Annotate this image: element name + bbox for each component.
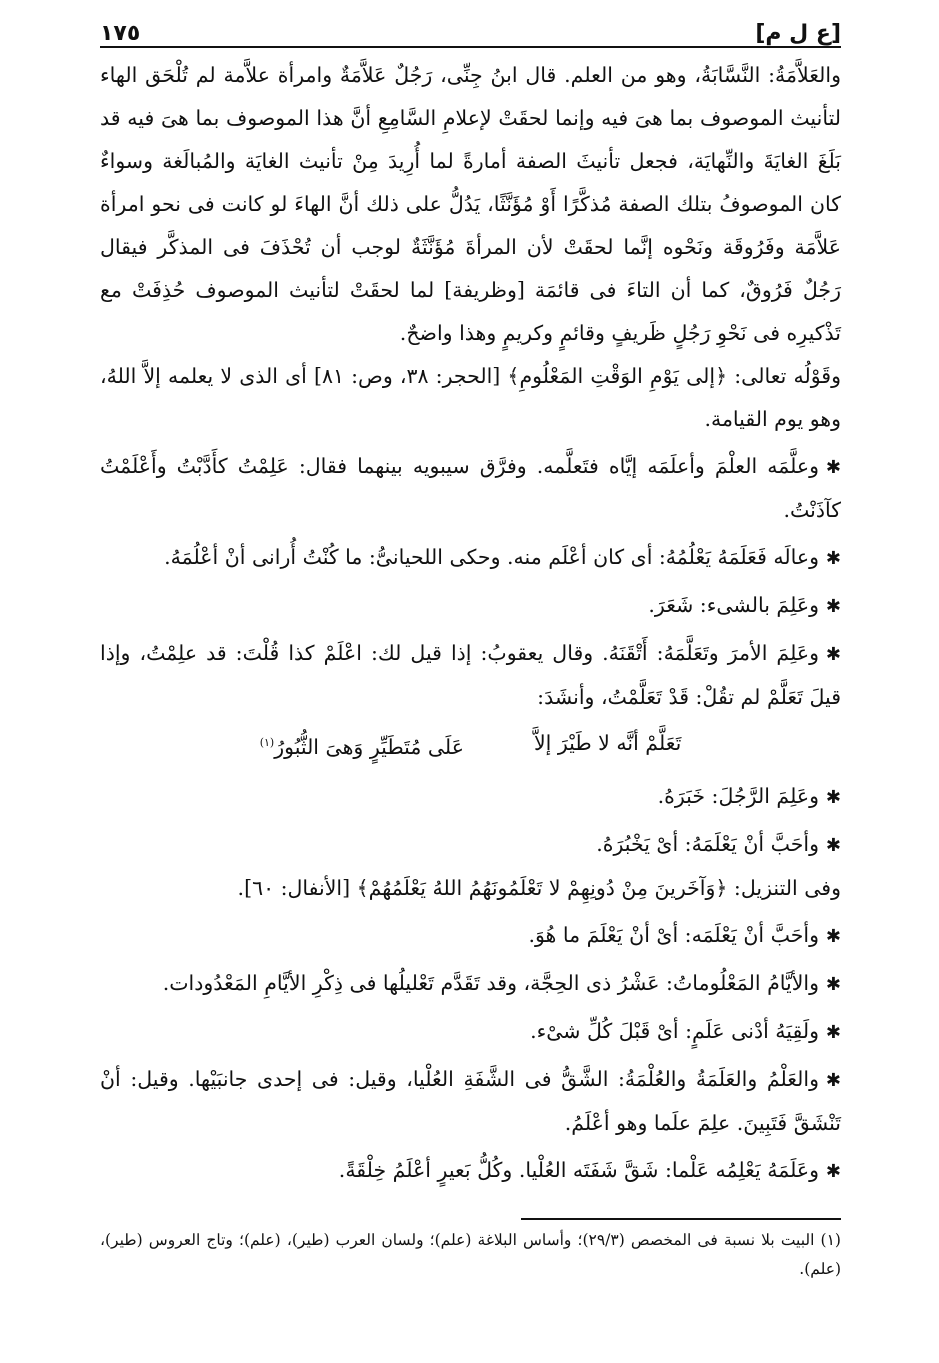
entry-text: ولَقِيَهُ أدْنى عَلَمٍ: أىْ قَبْلَ كُلِّ شىْء. [530,1018,819,1043]
entry-text: والأيَّامُ المَعْلُوماتُ: عَشْرُ ذى الحِجَّة، وقد تَقَدَّم تَعْليلُها فى ذِكْرِ الأيَّامِ المَعْدُودات. [162,970,819,995]
entry-ahabba-maahuwa [100,914,841,958]
page-header [100,10,841,48]
entry-laqiyahu [100,1010,841,1054]
entry-alima-bishay [100,584,841,628]
entry-allamahu [100,445,841,532]
entry-bullet-icon: ✱ [825,457,841,478]
footnote-divider [521,1218,841,1220]
paragraph-allama [100,54,841,355]
verse-first-hemistich: تَعَلَّمْ أنَّه لا طَيْرَ إلاَّ [533,731,682,755]
page-number: ١٧٥ [100,21,141,46]
footnote-1: (١) البيت بلا نسبة فى المخصص (٢٩/٣)؛ وأساس البلاغة (علم)؛ ولسان العرب (طير)، (علم)؛ وتاج العروس (طير)، (علم). [100,1231,841,1278]
entry-alima-alrajul [100,775,841,819]
entry-alima-alamr [100,632,841,719]
entry-bullet-icon: ✱ [825,548,841,569]
poetry-verse [100,719,841,771]
running-head: [ع ل م] [755,21,841,46]
verse-second-hemistich [260,719,464,771]
entry-bullet-icon: ✱ [825,925,841,947]
paragraph-text: والعَلاَّمَةُ: النَّسَّابَةُ، وهو من العلم. قال ابنُ جِنِّى، رَجُلٌ عَلاَّمَةٌ وامرأة علاَّمة لم تُلْحَق الهاء لتأنيث الموصوف بما هىَ فيه وإنما لحقَتْ لإعلامِ السَّامِعِ أنَّ هذا الموصوف بما هىَ فيه قد بَلَغَ الغايَةَ والنِّهايَة، فجعل تأنيثَ الصفة أمارةً لما أُرِيدَ مِنْ تأنيث الغايَة والمُبالَغة وسواءٌ كان الموصوفُ بتلك الصفة مُذكَّرًا أَوْ مُؤَنَّثًا، يَدُلُّ على ذلك أنَّ الهاءَ لو كانت فى نحو امرأة عَلاَّمَة وفَرُوقَة ونَحْوه إنَّما لحقَتْ لأن المرأةَ مُؤَنَّثَةٌ لوجب أن تُحْذَفَ فى المذكَّر فيقال رَجُلٌ فَرُوقٌ، كما أن التاءَ فى قائمَة [وظريفة] لما لحقَتْ لتأنيث الموصوف حُذِفَتْ مع تَذْكيرِه فى نَحْوِ رَجُلٍ ظَريفٍ وقائمٍ وكريمٍ وهذا واضحٌ. [100,63,841,345]
entry-alalm-alalama [100,1058,841,1145]
entry-text: وعَلِمَ بالشىء: شَعَرَ. [648,593,819,617]
entry-text: وعلَّمَه العلْمَ وأعلَمَه إيَّاه فتَعلَّمه. وفرَّق سيبويه بينهما فقال: عَلِمْتُ كأَدَّبْتُ وأَعْلَمْتُ كآذَنْتُ. [100,454,841,522]
footnote-reference[interactable]: (١) [259,736,275,749]
paragraph-quran-hijr [100,355,841,441]
paragraph-text: وفى التنزيل: ﴿وَآخَرينَ مِنْ دُونِهِمْ لا تَعْلَمُونَهُمُ اللهُ يَعْلَمُهُمْ﴾ [الأنفال: ٦٠]. [237,875,841,900]
verse-second-text: عَلَى مُتَطَيِّرٍ وَهىَ الثُّبُورُ [274,734,464,759]
entry-bullet-icon: ✱ [825,596,841,617]
entry-bullet-icon: ✱ [825,1021,841,1043]
entry-text: وأحَبَّ أنْ يَعْلَمَه: أىْ أنْ يَعْلَمَ ما هُوَ. [528,922,819,947]
footnotes-section [100,1218,841,1284]
entry-bullet-icon: ✱ [825,973,841,995]
entry-text: وعالَه فَعَلَمَهُ يَعْلُمُهُ: أى كان أعْلَم منه. وحكى اللحيانىُّ: ما كُنْتُ أُرانى أنْ أعْلُمَهُ. [164,545,819,569]
entry-text: والعَلْمُ والعَلَمَةُ والعُلْمَةُ: الشَّقُّ فى الشَّفَةِ العُلْيا، وقيل: فى إحدى جانبَيْها. وقيل: أنْ تَنْشَقَّ فَتَبِينَ. علِمَ علَما وهو أعْلَمُ. [100,1066,841,1135]
entry-text: وأحَبَّ أنْ يَعْلَمَهُ: أىْ يَخْبُرَهُ. [596,831,819,856]
entry-alayyam-almalumat [100,962,841,1006]
entry-text: وعَلِمَ الأمرَ وتَعَلَّمَهُ: أَتْقَنَهُ. وقال يعقوبُ: إذا قيل لك: اعْلَمْ كذا قُلْتَ: قد علِمْتُ، وإذا قيلَ تَعَلَّمْ لم تقُلْ: قَدْ تَعَلَّمْتُ، وأنشَدَ: [100,641,841,709]
entry-bullet-icon: ✱ [825,1069,841,1091]
paragraph-text: وقَوْلُه تعالى: ﴿إلى يَوْمِ الوَقْتِ المَعْلُومِ﴾ [الحجر: ٣٨، وص: ٨١] أى الذى لا يعلمه إلاَّ اللهُ، وهو يوم القيامة. [100,364,841,431]
entry-bullet-icon: ✱ [825,644,841,665]
entry-bullet-icon: ✱ [825,1160,841,1182]
entry-bullet-icon: ✱ [825,786,841,808]
entry-bullet-icon: ✱ [825,834,841,856]
paragraph-quran-anfal [100,867,841,910]
entry-ahabba-yakhbur [100,823,841,867]
entry-alamahu-yalimuhu [100,1149,841,1193]
page-body [100,54,841,1193]
entry-text: وعَلِمَ الرَّجُلَ: خَبَرَهُ. [657,783,819,808]
entry-text: وعَلَمَهُ يَعْلِمُه عَلْما: شَقَّ شَفَتَه العُلْيا. وكُلُّ بَعيرٍ أعْلَمُ خِلْقَةً. [338,1157,819,1182]
entry-alahu [100,536,841,580]
